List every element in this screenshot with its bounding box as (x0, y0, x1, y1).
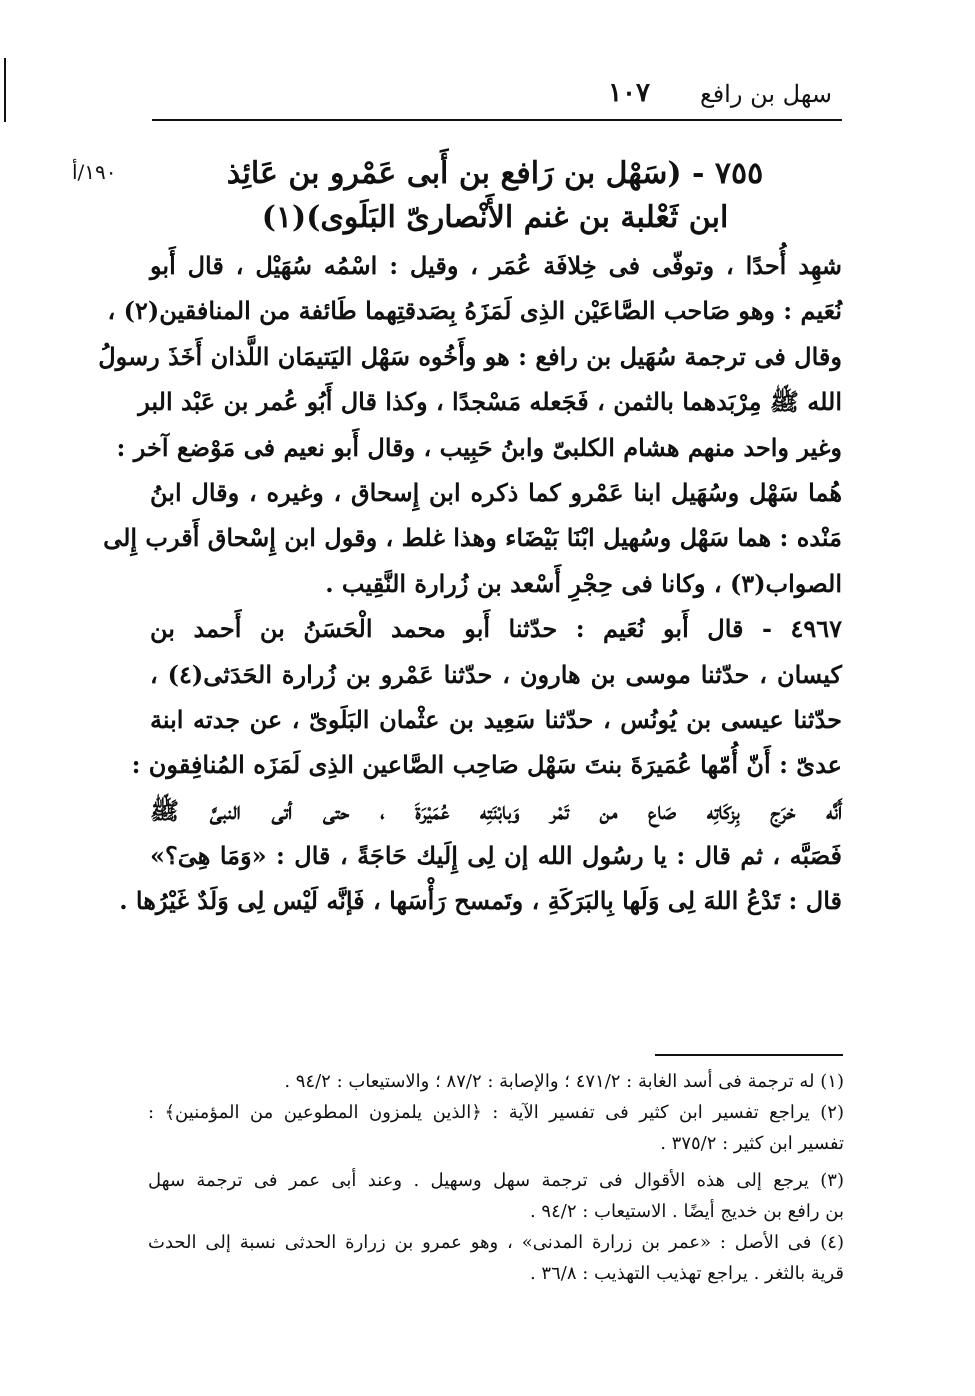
footnote-4-continued: قرية بالثغر . يراجع تهذيب التهذيب : ٣٦/٨ . (529, 1263, 844, 1284)
entry-heading (150, 152, 840, 240)
body-line: شهِد أُحدًا ، وتوفّى فى خِلافَة عُمَر ، وقيل : اسْمُه سُهَيْل ، قال أَبو (150, 251, 842, 280)
body-line: عدىّ : أَنّ أُمّها عُمَيرَةَ بنتَ سَهْل صَاحِب الصَّاعين الذِى لَمَزَه المُنافِقون : (131, 750, 842, 780)
main-text (98, 243, 843, 924)
body-line: هُما سَهْل وسُهَيل ابنا عَمْرو كما ذكره ابن إِسحاق ، وغيره ، وقال ابنُ (150, 477, 843, 507)
body-line: وقال فى ترجمة سُهَيل بن رافع : هو وأَخُوه سَهْل اليَتيمَان اللَّذان أَخَذَ رسولُ (98, 341, 842, 371)
running-head (150, 78, 840, 114)
footnote-3-continued: بن رافع بن خديج أيضًا . الاستيعاب : ٩٤/٢ . (529, 1201, 844, 1222)
footnote-separator (655, 1054, 843, 1056)
footnotes (148, 1066, 844, 1289)
footnote-2: (٢) يراجع تفسير ابن كثير فى تفسير الآية : ﴿الذين يلمزون المطوعين من المؤمنين﴾ : (148, 1102, 844, 1123)
page-number: ١٠٧ (608, 78, 650, 108)
footnote-4: (٤) فى الأصل : «عمر بن زرارة المدنى» ، وهو عمرو بن زرارة الحدثى نسبة إلى الحدث (148, 1232, 844, 1253)
running-head-title: سهل بن رافع (699, 80, 832, 108)
footnote-2-continued: تفسير ابن كثير : ٣٧٥/٢ . (660, 1133, 844, 1154)
manuscript-folio-note: ١٩٠/أ (72, 160, 117, 184)
body-line: وغير واحد منهم هشام الكلبىّ وابنُ حَبِيب ، وقال أَبو نعيم فى مَوْضع آخر : (116, 432, 842, 462)
body-line: قال : تَدْعُ اللهَ لِى وَلَها بِالبَرَكَةِ ، وتَمسح رَأْسَها ، فَإنَّه لَيْس لِى وَلَدٌ غَيْرُها . (119, 886, 842, 916)
footnote-3: (٣) يرجع إلى هذه الأقوال فى ترجمة سهل وسهيل . وعند أبى عمر فى ترجمة سهل (148, 1170, 844, 1191)
body-line: ٤٩٦٧ - قال أَبو نُعَيم : حدّثنا أَبو محمد الْحَسَنُ بن أَحمد بن (150, 614, 842, 644)
body-line: الصواب(٣) ، وكانا فى حِجْرِ أَسْعد بن زُرارة النَّقِيب . (325, 568, 842, 598)
body-line: فَصَبَّه ، ثم قال : يا رسُول الله إن لِى إِلَيك حَاجَةً ، قال : «وَمَا هِىَ؟» (150, 841, 842, 871)
page-edge-rule (4, 58, 6, 122)
body-line: مَنْده : هما سَهْل وسُهيل ابْنَا بَيْضَاء وهذا غلط ، وقول ابن إِسْحاق أَقرب إِلى (103, 523, 842, 553)
entry-heading-line-1: ٧٥٥ - (سَهْل بن رَافع بن أَبى عَمْرو بن عَائِذ (226, 156, 764, 191)
body-line: حدّثنا عيسى بن يُونُس ، حدّثنا سَعِيد بن عثْمان البَلَوىّ ، عن جدته ابنة (150, 704, 842, 734)
body-line: أَنَّه خرَج بِزكَاتِه صَاع من تَمْر وَبابْنَتِه عُمَيْرَةَ ، حتى أتى النبىَّ ﷺ (150, 795, 842, 825)
body-line: الله ﷺ مِرْبَدهما بالثمن ، فَجَعله مَسْجدًا ، وكذا قال أَبُو عُمر بن عَبْد البر (138, 387, 842, 417)
body-line: نُعَيم : وهو صَاحب الصَّاعَيْن الذِى لَمَزَهُ بِصَدقتِهما طَائفة من المنافقين(٢) ، (107, 296, 842, 326)
body-line: كيسان ، حدّثنا موسى بن هارون ، حدّثنا عَمْرو بن زُرارة الحَدَثى(٤) ، (150, 659, 842, 689)
footnote-1: (١) له ترجمة فى أسد الغابة : ٤٧١/٢ ؛ والإصابة : ٨٧/٢ ؛ والاستيعاب : ٩٤/٢ . (284, 1071, 844, 1092)
header-rule (152, 119, 842, 121)
entry-heading-line-2: ابن ثَعْلبة بن غنم الأَنْصارىّ البَلَوى)(١) (261, 200, 729, 235)
